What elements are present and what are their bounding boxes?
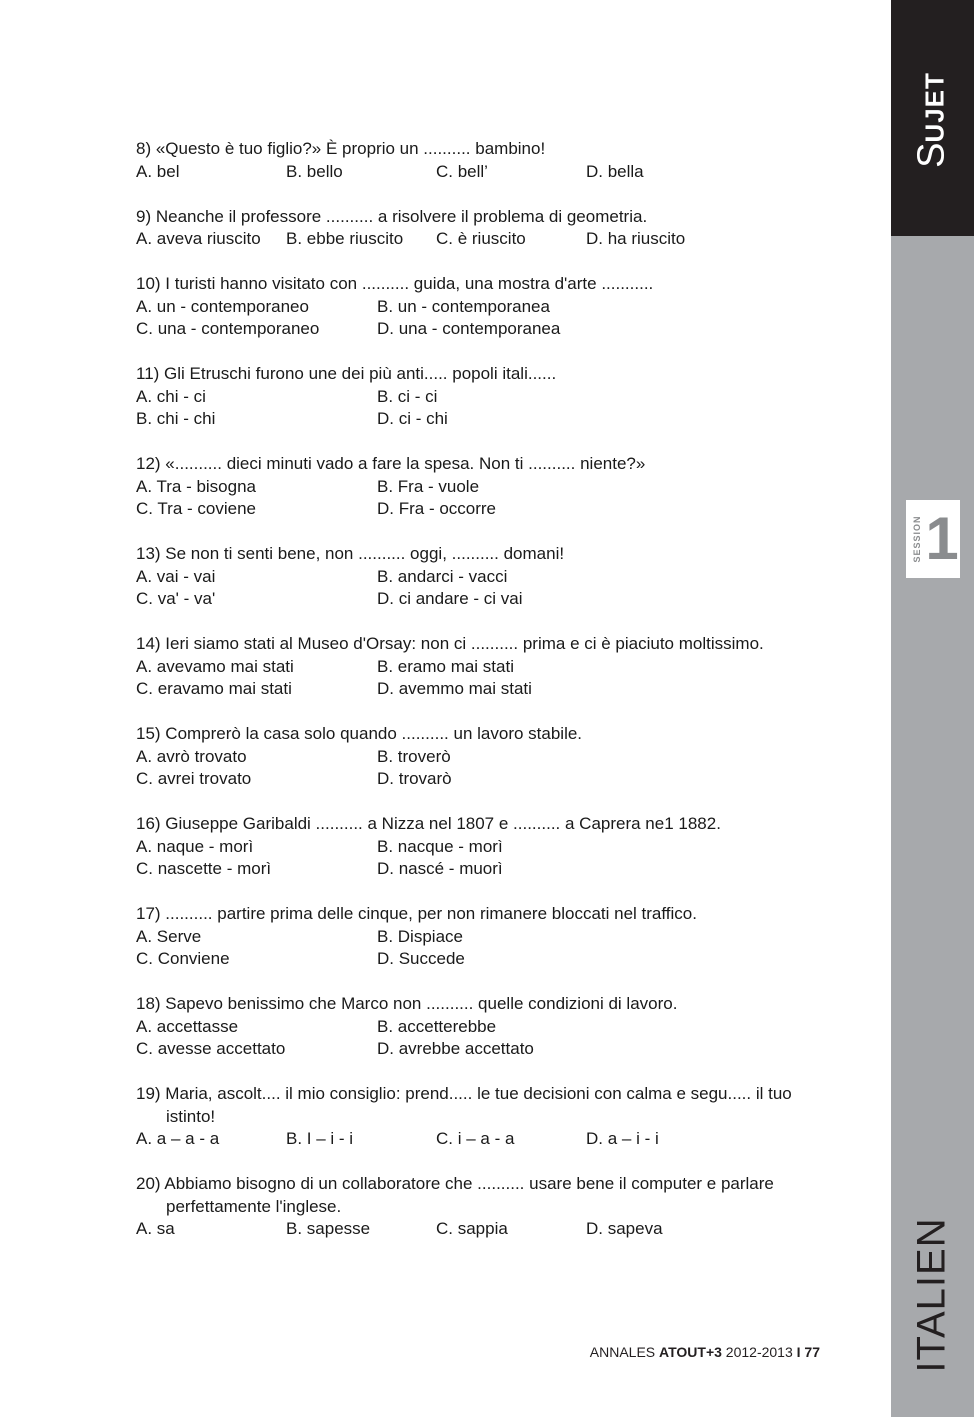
question-item	[136, 1083, 826, 1151]
question-item	[136, 993, 826, 1061]
answer-option: C. è riuscito	[436, 229, 526, 248]
answer-option: D. nascé - muorì	[377, 859, 503, 878]
answer-options	[136, 656, 826, 701]
question-text: 17) .......... partire prima delle cinque, per non rimanere bloccati nel traffico.	[136, 904, 697, 923]
answer-option: A. Tra - bisogna	[136, 476, 257, 496]
answer-option: C. avesse accettato	[136, 1039, 286, 1058]
section-label-sujet: SUJET	[910, 72, 953, 168]
answer-option: D. trovarò	[377, 769, 452, 788]
question-item	[136, 903, 826, 971]
answer-option: C. i – a - a	[436, 1129, 515, 1148]
question-list	[136, 138, 826, 1263]
answer-option: C. bell’	[436, 161, 488, 181]
answer-option: B. Fra - vuole	[377, 476, 480, 496]
answer-option: C. una - contemporaneo	[136, 319, 320, 338]
answer-options	[136, 296, 826, 341]
question-text: 14) Ieri siamo stati al Museo d'Orsay: non ci .......... prima e ci è piaciuto moltissimo.	[136, 634, 764, 653]
answer-option: A. chi - ci	[136, 386, 206, 406]
answer-options	[136, 161, 826, 184]
footer-prefix: ANNALES	[589, 1344, 660, 1360]
answer-option: B. accetterebbe	[377, 1016, 497, 1036]
answer-options	[136, 1016, 826, 1061]
footer-page-number: I 77	[796, 1344, 820, 1360]
question-item	[136, 138, 826, 183]
answer-option: C. Tra - coviene	[136, 499, 256, 518]
answer-options	[136, 1128, 826, 1151]
session-badge-label: SESSION	[912, 515, 922, 563]
answer-options	[136, 476, 826, 521]
question-item	[136, 363, 826, 431]
question-text: 8) «Questo è tuo figlio?» È proprio un .......... bambino!	[136, 139, 546, 158]
answer-option: C. eravamo mai stati	[136, 679, 292, 698]
answer-option: A. avrò trovato	[136, 746, 247, 766]
question-text: 20) Abbiamo bisogno di un collaboratore che .......... usare bene il computer e parlare perfettamente l'inglese.	[136, 1174, 774, 1216]
subject-label: ITALIEN	[909, 1217, 954, 1373]
answer-option: B. ci - ci	[377, 386, 438, 406]
answer-option: A. accettasse	[136, 1016, 239, 1036]
answer-option: A. un - contemporaneo	[136, 296, 309, 316]
question-text: 10) I turisti hanno visitato con .......... guida, una mostra d'arte ...........	[136, 274, 654, 293]
answer-option: D. Succede	[377, 949, 465, 968]
answer-option: A. avevamo mai stati	[136, 656, 294, 676]
answer-option: D. Fra - occorre	[377, 499, 497, 518]
question-text: 11) Gli Etruschi furono une dei più anti..... popoli itali......	[136, 364, 557, 383]
answer-options	[136, 386, 826, 431]
answer-option: C. va' - va'	[136, 589, 216, 608]
answer-option: A. Serve	[136, 926, 202, 946]
answer-option: B. andarci - vacci	[377, 566, 508, 586]
answer-options	[136, 926, 826, 971]
answer-option: B. nacque - morì	[377, 836, 503, 856]
question-text: 15) Comprerò la casa solo quando .......... un lavoro stabile.	[136, 724, 583, 743]
session-badge-number: 1	[925, 505, 959, 572]
question-item	[136, 813, 826, 881]
question-text: 12) «.......... dieci minuti vado a fare la spesa. Non ti .......... niente?»	[136, 454, 646, 473]
answer-option: B. sapesse	[286, 1219, 371, 1238]
answer-option: B. I – i - i	[286, 1129, 354, 1148]
answer-option: D. ha riuscito	[586, 229, 686, 248]
answer-option: A. a – a - a	[136, 1129, 220, 1148]
question-item	[136, 633, 826, 701]
answer-option: B. bello	[286, 161, 343, 181]
answer-options	[136, 228, 826, 251]
question-item	[136, 1173, 826, 1241]
question-item	[136, 206, 826, 251]
answer-option: A. aveva riuscito	[136, 229, 261, 248]
answer-option: A. naque - morì	[136, 836, 254, 856]
answer-option: D. ci - chi	[377, 409, 448, 428]
answer-option: B. ebbe riuscito	[286, 229, 404, 248]
answer-option: B. eramo mai stati	[377, 656, 514, 676]
question-text: 18) Sapevo benissimo che Marco non .......... quelle condizioni di lavoro.	[136, 994, 678, 1013]
question-text: 19) Maria, ascolt.... il mio consiglio: prend..... le tue decisioni con calma e segu..... il tuo istinto!	[136, 1084, 792, 1126]
answer-option: D. una - contemporanea	[377, 319, 561, 338]
answer-options	[136, 1218, 826, 1241]
answer-options	[136, 836, 826, 881]
answer-option: D. ci andare - ci vai	[377, 589, 523, 608]
answer-option: D. a – i - i	[586, 1129, 659, 1148]
footer-years: 2012-2013	[721, 1344, 797, 1360]
question-text: 9) Neanche il professore .......... a risolvere il problema di geometria.	[136, 206, 648, 226]
answer-option: B. chi - chi	[136, 409, 216, 428]
answer-option: A. vai - vai	[136, 566, 216, 586]
answer-option: A. bel	[136, 161, 180, 181]
answer-option: A. sa	[136, 1219, 175, 1238]
page-footer	[590, 1344, 820, 1360]
question-item	[136, 543, 826, 611]
answer-option: C. nascette - morì	[136, 859, 272, 878]
answer-option: B. Dispiace	[377, 926, 463, 946]
question-text: 13) Se non ti senti bene, non .......... oggi, .......... domani!	[136, 544, 565, 563]
answer-option: D. avemmo mai stati	[377, 679, 532, 698]
question-item	[136, 453, 826, 521]
footer-brand: ATOUT+3	[659, 1344, 722, 1360]
answer-option: D. avrebbe accettato	[377, 1039, 534, 1058]
question-item	[136, 723, 826, 791]
answer-option: B. troverò	[377, 746, 451, 766]
answer-option: D. bella	[586, 161, 644, 181]
answer-option: C. avrei trovato	[136, 769, 252, 788]
answer-option: C. Conviene	[136, 949, 230, 968]
answer-option: B. un - contemporanea	[377, 296, 550, 316]
question-item	[136, 273, 826, 341]
answer-option: D. sapeva	[586, 1219, 663, 1238]
answer-option: C. sappia	[436, 1219, 508, 1238]
question-text: 16) Giuseppe Garibaldi .......... a Nizza nel 1807 e .......... a Caprera ne1 1882.	[136, 814, 721, 833]
answer-options	[136, 746, 826, 791]
answer-options	[136, 566, 826, 611]
